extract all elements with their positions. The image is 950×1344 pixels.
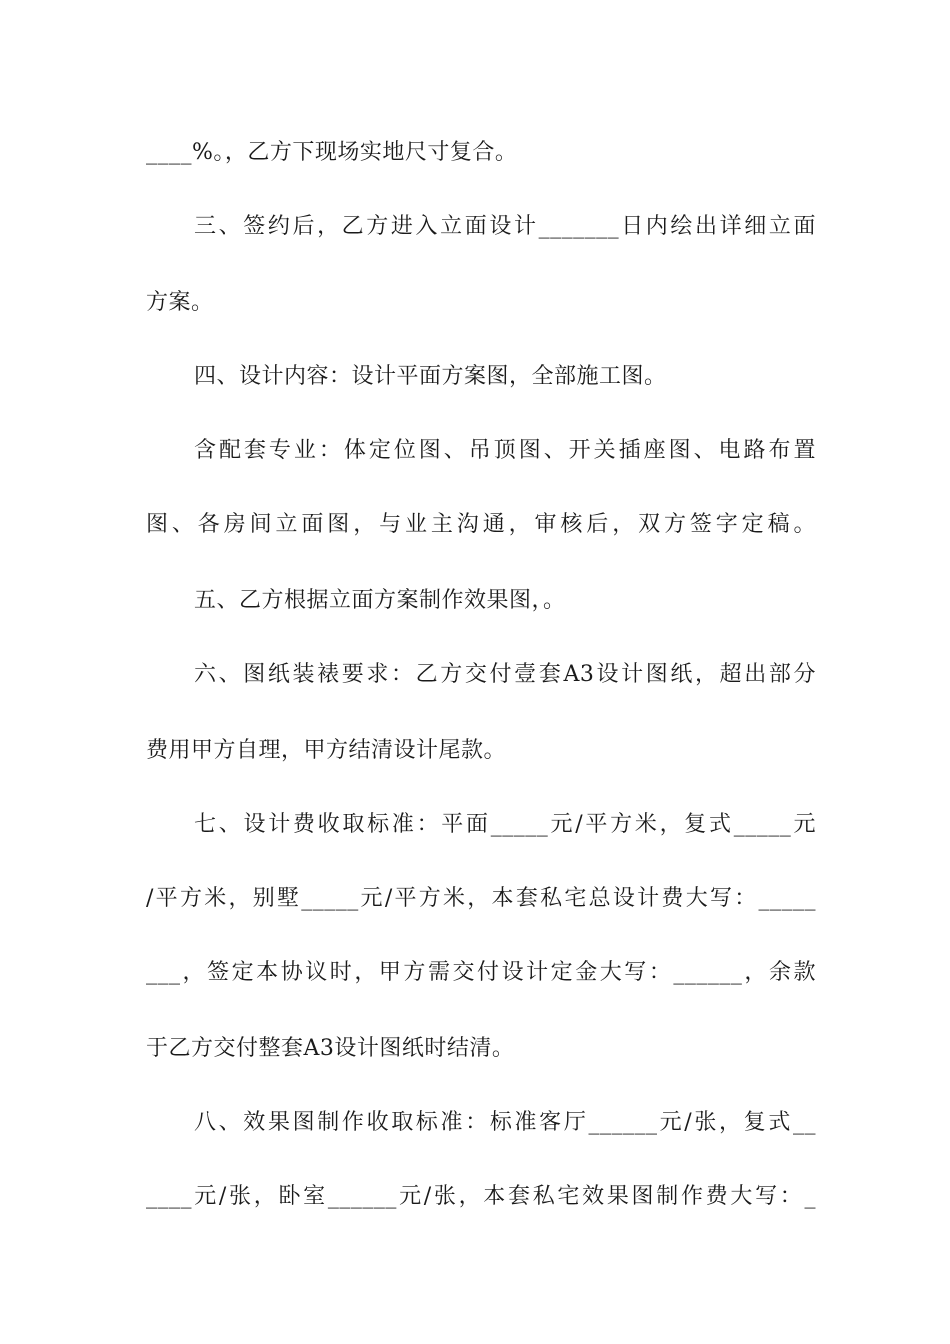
text-line-2: 三、签约后，乙方进入立面设计_______日内绘出详细立面 — [194, 214, 816, 239]
text-line-1: ____%。，乙方下现场实地尺寸复合。 — [146, 140, 518, 165]
text-line-5: 含配套专业：体定位图、吊顶图、开关插座图、电路布置 — [194, 438, 816, 463]
text-line-9: 费用甲方自理，甲方结清设计尾款。 — [146, 738, 507, 763]
text-line-8: 六、图纸装裱要求：乙方交付壹套A3设计图纸，超出部分 — [194, 662, 816, 687]
text-line-4: 四、设计内容：设计平面方案图，全部施工图。 — [194, 364, 667, 389]
text-line-13: 于乙方交付整套A3设计图纸时结清。 — [146, 1036, 515, 1061]
text-line-14: 八、效果图制作收取标准：标准客厅______元/张，复式__ — [194, 1110, 816, 1135]
text-line-11: /平方米，别墅_____元/平方米，本套私宅总设计费大写：_____ — [146, 886, 816, 911]
text-line-7: 五、乙方根据立面方案制作效果图，。 — [194, 588, 566, 613]
text-line-12: ___，签定本协议时，甲方需交付设计定金大写：______，余款 — [146, 960, 816, 985]
text-line-15: ____元/张，卧室______元/张，本套私宅效果图制作费大写：_ — [146, 1184, 816, 1209]
text-line-10: 七、设计费收取标准：平面_____元/平方米，复式_____元 — [194, 812, 816, 837]
text-line-3: 方案。 — [146, 290, 214, 315]
text-line-6: 图、各房间立面图，与业主沟通，审核后，双方签字定稿。 — [146, 512, 816, 537]
